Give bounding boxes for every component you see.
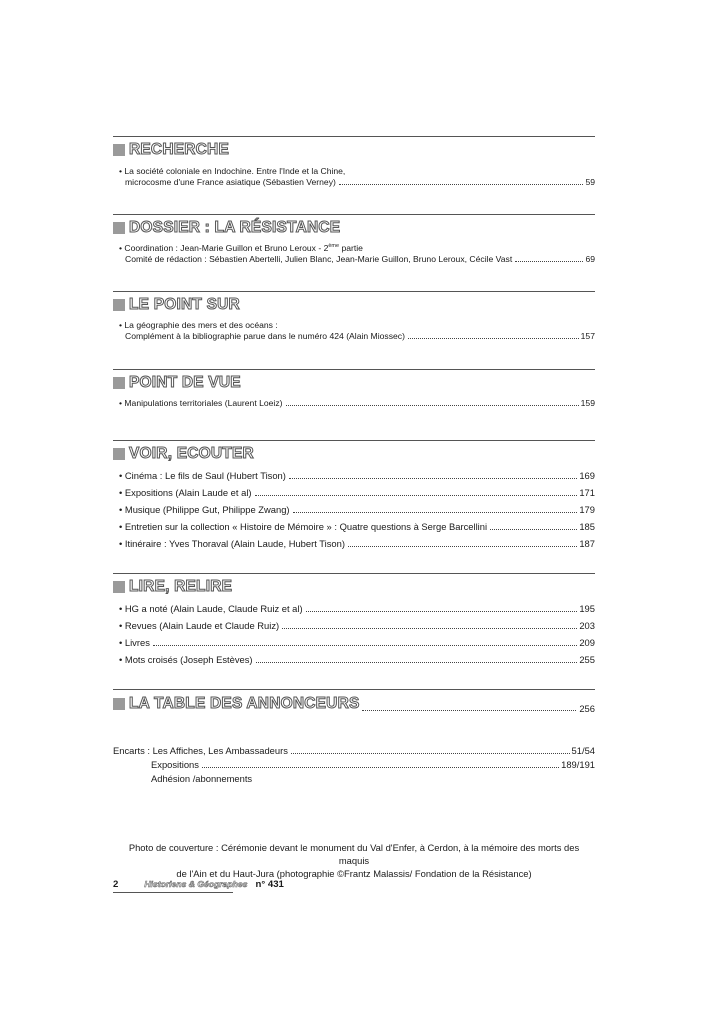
entry-text [119, 243, 363, 254]
entry-text: • Entretien sur la collection « Histoire de Mémoire » : Quatre questions à Serge Barcellini [119, 521, 488, 532]
page-number: 187 [579, 538, 595, 549]
page-number: 209 [579, 637, 595, 648]
section-title-text: LIRE, RELIRE [129, 578, 233, 595]
toc-entry[interactable] [119, 470, 595, 487]
entry-text: Comité de rédaction : Sébastien Abertelli, Julien Blanc, Jean-Marie Guillon, Bruno Leroux, Cécile Vast [125, 254, 513, 264]
toc-entry-dossier[interactable] [113, 243, 595, 265]
ordinal-sup: ème [328, 243, 340, 250]
square-bullet-icon [113, 581, 125, 593]
toc-entry[interactable] [119, 603, 595, 620]
section-rule [113, 136, 595, 137]
page-number: 195 [579, 603, 595, 614]
coord-suffix: partie [339, 243, 363, 253]
dot-leader [306, 610, 578, 612]
section-rule [113, 214, 595, 215]
section-rule [113, 369, 595, 370]
toc-entry-point-de-vue[interactable] [113, 398, 595, 409]
section-rule [113, 440, 595, 441]
dot-leader [286, 404, 579, 406]
dot-leader [339, 183, 584, 185]
entry-text: • Livres [119, 637, 150, 648]
dot-leader [348, 545, 577, 547]
section-title-text: LE POINT SUR [129, 296, 240, 313]
toc-entry[interactable] [119, 620, 595, 637]
entry-text: • La société coloniale en Indochine. Entre l'Inde et la Chine, [119, 166, 346, 176]
toc-list-voir-ecouter [113, 470, 595, 555]
page-number: 255 [579, 654, 595, 665]
entry-text: • HG a noté (Alain Laude, Claude Ruiz et al) [119, 603, 303, 614]
entry-text: Adhésion /abonnements [151, 773, 253, 784]
issue-number: n° 431 [255, 879, 284, 890]
page-number: 169 [579, 470, 595, 481]
toc-entry[interactable] [119, 487, 595, 504]
square-bullet-icon [113, 222, 125, 234]
entry-text: Encarts : Les Affiches, Les Ambassadeurs [113, 745, 288, 756]
section-heading-annonceurs [113, 694, 360, 714]
toc-entry-recherche[interactable] [113, 166, 595, 188]
dot-leader [255, 494, 578, 496]
page-number: 179 [579, 504, 595, 515]
toc-entry[interactable] [119, 504, 595, 521]
square-bullet-icon [113, 144, 125, 156]
section-rule [113, 291, 595, 292]
entry-text: • Revues (Alain Laude et Claude Ruiz) [119, 620, 280, 631]
page-number: 59 [585, 177, 595, 187]
page-number: 256 [579, 703, 595, 714]
toc-entry[interactable] [119, 521, 595, 538]
section-title-text: DOSSIER : LA RÉSISTANCE [129, 219, 341, 236]
toc-entry[interactable] [119, 538, 595, 555]
dot-leader [282, 627, 577, 629]
entry-text: • Cinéma : Le fils de Saul (Hubert Tison) [119, 470, 286, 481]
encarts-entry[interactable] [113, 758, 595, 772]
page-number: 51/54 [571, 745, 595, 756]
entry-text: • Expositions (Alain Laude et al) [119, 487, 252, 498]
section-heading-lire-relire [113, 577, 232, 597]
footer-rule [113, 892, 233, 893]
page-number: 189/191 [561, 759, 595, 770]
toc-entry-point-sur[interactable] [113, 320, 595, 342]
page-number: 203 [579, 620, 595, 631]
section-rule [113, 573, 595, 574]
square-bullet-icon [113, 377, 125, 389]
entry-text: Complément à la bibliographie parue dans le numéro 424 (Alain Miossec) [125, 331, 405, 341]
page-number: 185 [579, 521, 595, 532]
toc-entry-annonceurs[interactable] [113, 694, 595, 714]
toc-entry[interactable] [119, 654, 595, 671]
entry-text: • La géographie des mers et des océans : [119, 320, 278, 330]
coord-prefix: • Coordination : Jean-Marie Guillon et Bruno Leroux - 2 [119, 243, 329, 253]
dot-leader [291, 752, 570, 754]
dot-leader [408, 337, 579, 339]
entry-text: Expositions [151, 759, 199, 770]
encarts-block [113, 744, 595, 786]
page-number-footer: 2 [113, 879, 119, 890]
page-number: 171 [579, 487, 595, 498]
section-title-text: RECHERCHE [129, 141, 229, 158]
section-heading-point-sur [113, 295, 240, 315]
square-bullet-icon [113, 299, 125, 311]
entry-text: • Manipulations territoriales (Laurent Loeiz) [119, 398, 283, 408]
page-number: 69 [585, 254, 595, 264]
dot-leader [490, 528, 577, 530]
page-number: 159 [580, 398, 595, 408]
entry-text: microcosme d'une France asiatique (Sébastien Verney) [125, 177, 336, 187]
entry-text: • Itinéraire : Yves Thoraval (Alain Laude, Hubert Tison) [119, 538, 345, 549]
section-heading-voir-ecouter [113, 444, 254, 464]
cover-photo-caption [113, 841, 595, 880]
magazine-name: Historiens & Géographes [144, 879, 248, 889]
toc-list-lire-relire [113, 603, 595, 671]
caption-line: de l'Ain et du Haut-Jura (photographie ©Frantz Malassis/ Fondation de la Résistance) [176, 868, 532, 879]
encarts-entry[interactable] [113, 772, 595, 786]
encarts-entry[interactable] [113, 744, 595, 758]
section-heading-recherche [113, 140, 229, 160]
dot-leader [515, 260, 583, 262]
entry-text: • Mots croisés (Joseph Estèves) [119, 654, 253, 665]
dot-leader [362, 710, 577, 711]
dot-leader [256, 661, 578, 663]
toc-entry[interactable] [119, 637, 595, 654]
section-title-text: LA TABLE DES ANNONCEURS [129, 695, 360, 712]
section-rule [113, 689, 595, 690]
dot-leader [153, 644, 577, 646]
section-title-text: POINT DE VUE [129, 374, 241, 391]
section-heading-dossier [113, 218, 340, 238]
page-number: 157 [580, 331, 595, 341]
page-footer [113, 879, 284, 890]
dot-leader [289, 477, 577, 479]
dot-leader [202, 766, 559, 768]
square-bullet-icon [113, 448, 125, 460]
square-bullet-icon [113, 698, 125, 710]
dot-leader [293, 511, 578, 513]
entry-text: • Musique (Philippe Gut, Philippe Zwang) [119, 504, 290, 515]
section-title-text: VOIR, ECOUTER [129, 445, 254, 462]
caption-line: Photo de couverture : Cérémonie devant le monument du Val d'Enfer, à Cerdon, à la mémoire des morts des maquis [128, 842, 580, 866]
section-heading-point-de-vue [113, 373, 241, 393]
